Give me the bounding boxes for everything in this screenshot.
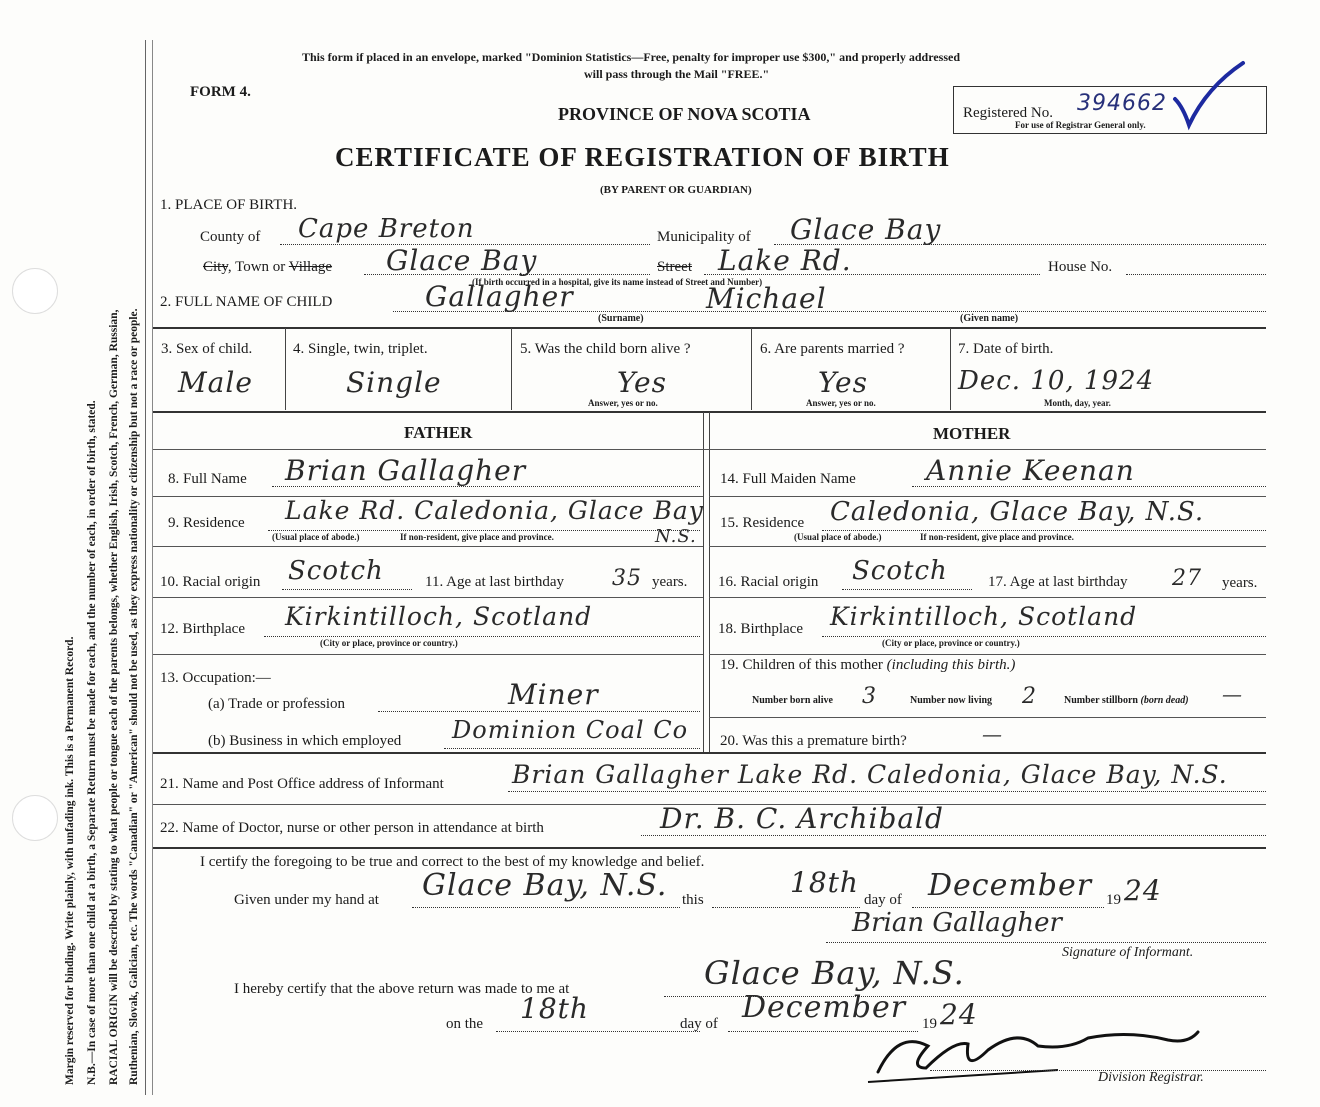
checkmark-icon [1169,67,1249,137]
place-of-birth-heading: 1. PLACE OF BIRTH. [160,197,298,213]
parents-married-caption: Answer, yes or no. [806,398,876,408]
father-business-value: Dominion Coal Co [452,716,689,744]
father-residence-field [268,530,700,531]
stillborn-label [1064,695,1189,706]
children-label-text: 19. Children of this mother [720,657,883,673]
certificate-subtitle: (BY PARENT OR GUARDIAN) [600,184,752,196]
mother-children-label [720,657,1015,674]
given-day-value: 18th [790,866,859,899]
child-name-label: 2. FULL NAME OF CHILD [160,294,333,310]
reg-year-suffix: 24 [940,998,978,1031]
village-label: Village [288,259,333,275]
municipality-value: Glace Bay [790,213,942,246]
divider-5-6 [751,328,752,410]
mother-name-value: Annie Keenan [926,454,1135,487]
street-value: Lake Rd. [718,244,852,277]
rule-m4 [709,654,1266,655]
mother-racial-label: 16. Racial origin [718,574,819,590]
mother-age-value: 27 [1172,566,1202,591]
informant-field [508,791,1266,792]
mother-residence-label: 15. Residence [720,515,805,531]
plurality-label: 4. Single, twin, triplet. [293,341,428,357]
rule-m3 [709,597,1266,598]
father-birthplace-label: 12. Birthplace [160,621,245,637]
born-alive-label: 5. Was the child born alive ? [520,341,691,357]
margin-note-1: Margin reserved for binding. Write plainly, with unfading ink. This is a Permanent Record. [64,636,76,1085]
rule-m5 [709,717,1266,718]
rule-before-certification [153,847,1266,849]
binding-hole-top [12,268,58,314]
registrar-certify-text: I hereby certify that the above return was made to me at [234,981,570,997]
born-alive-count-value: 3 [862,684,877,709]
child-surname-value: Gallagher [425,280,574,313]
father-birthplace-field [264,636,700,637]
informant-signature-line [826,942,1266,943]
margin-rule-2 [152,40,153,1095]
county-value: Cape Breton [298,214,475,244]
given-day-of-label: day of [864,892,902,908]
father-business-label: (b) Business in which employed [208,733,402,749]
surname-caption: (Surname) [598,313,644,324]
father-name-value: Brian Gallagher [285,454,527,487]
margin-note-2: N.B.—In case of more than one child at a birth, a Separate Return must be made for each, and the number of each, in order of birth, stated. [86,400,98,1085]
father-heading: FATHER [404,423,473,442]
mother-heading: MOTHER [933,424,1011,443]
mother-name-label: 14. Full Maiden Name [720,471,856,487]
mother-age-years: years. [1222,575,1258,591]
registrar-place-value: Glace Bay, N.S. [704,954,965,992]
rule-after-name [153,327,1266,329]
mother-birthplace-value: Kirkintilloch, Scotland [830,602,1138,631]
rule-after-parents [153,752,1266,754]
mother-age-label: 17. Age at last birthday [988,574,1128,590]
city-town-village-label [203,259,332,276]
mother-residence-field [822,530,1266,531]
reg-day-of-label: day of [680,1016,718,1032]
margin-rule [145,40,146,1095]
informant-signature-caption: Signature of Informant. [1062,945,1194,960]
stillborn-label-italic: (born dead) [1140,695,1189,706]
rule-under-headings [153,449,1266,450]
father-racial-label: 10. Racial origin [160,574,261,590]
mother-residence-caption-1: (Usual place of abode.) [794,532,882,542]
reg-day-field [496,1031,700,1032]
hospital-note: (If birth occurred in a hospital, give its name instead of Street and Number) [472,277,763,287]
house-number-field [1126,274,1266,275]
street-label: Street [657,259,692,275]
mother-racial-value: Scotch [852,556,948,586]
father-residence-value-2: N.S. [655,526,697,547]
reg-on-the-label: on the [446,1016,484,1032]
parents-married-label: 6. Are parents married ? [760,341,905,357]
mother-racial-field [842,589,972,590]
registered-label: Registered No. [963,105,1053,121]
mother-birthplace-caption: (City or place, province or country.) [882,638,1020,648]
margin-note-3: RACIAL ORIGIN will be described by stating to what people or tongue each of the parents belongs, whether English, Irish, Scotch, French, German, Russian, [108,309,120,1085]
date-of-birth-value: Dec. 10, 1924 [958,366,1155,396]
children-label-italic: (including this birth.) [886,657,1016,673]
born-alive-value: Yes [617,366,667,399]
county-label: County of [200,229,261,245]
registrar-only-note: For use of Registrar General only. [1015,120,1146,130]
father-trade-label: (a) Trade or profession [208,696,346,712]
father-age-label: 11. Age at last birthday [425,574,564,590]
premature-value: — [982,722,1003,746]
now-living-value: 2 [1022,684,1037,709]
father-birthplace-caption: (City or place, province or country.) [320,638,458,648]
father-racial-field [282,589,412,590]
reg-year-prefix: 19 [922,1016,937,1032]
postal-notice-1: This form if placed in an envelope, marked "Dominion Statistics—Free, penalty for improper use $300," and properly addressed [302,50,961,64]
registered-value: 394662 [1077,91,1167,116]
stillborn-label-text: Number stillborn [1064,695,1138,706]
premature-label: 20. Was this a premature birth? [720,733,907,749]
divider-4-5 [511,328,512,410]
rule-m2 [709,546,1266,547]
given-place-value: Glace Bay, N.S. [422,868,668,903]
father-residence-label: 9. Residence [168,515,245,531]
given-under-label: Given under my hand at [234,892,379,908]
town-label: , Town or [227,259,289,275]
given-year-prefix: 19 [1106,892,1121,908]
city-label: City [203,259,228,275]
given-place-field [412,907,680,908]
father-birthplace-value: Kirkintilloch, Scotland [285,602,593,631]
father-residence-value: Lake Rd. Caledonia, Glace Bay [285,496,704,525]
father-occupation-label: 13. Occupation:— [160,670,271,686]
municipality-label: Municipality of [657,229,751,245]
date-of-birth-label: 7. Date of birth. [958,341,1054,357]
informant-value: Brian Gallagher Lake Rd. Caledonia, Glace Bay, N.S. [512,760,1228,789]
doctor-value: Dr. B. C. Archibald [660,802,944,835]
reg-month-value: December [742,990,907,1025]
father-business-field [444,748,700,749]
plurality-value: Single [346,366,442,399]
father-age-value: 35 [612,566,642,591]
sex-label: 3. Sex of child. [161,341,253,357]
form-number: FORM 4. [190,84,251,100]
certificate-title: CERTIFICATE OF REGISTRATION OF BIRTH [335,142,950,172]
house-number-label: House No. [1048,259,1113,275]
registered-number-box [953,86,1267,134]
parents-divider-b [709,412,710,752]
date-of-birth-caption: Month, day, year. [1044,398,1111,408]
postal-notice-2: will pass through the Mail "FREE." [584,67,770,81]
given-day-field [712,907,860,908]
parents-married-value: Yes [818,366,868,399]
given-this-label: this [682,892,704,908]
informant-label: 21. Name and Post Office address of Informant [160,776,444,792]
doctor-field [641,835,1266,836]
divider-3-4 [285,328,286,410]
certify-text: I certify the foregoing to be true and correct to the best of my knowledge and belief. [200,854,705,870]
parents-divider-a [703,412,704,752]
mother-birthplace-label: 18. Birthplace [718,621,803,637]
father-age-years: years. [652,574,688,590]
province-title: PROVINCE OF NOVA SCOTIA [558,104,811,124]
child-given-value: Michael [706,282,827,315]
stillborn-value: — [1222,682,1243,706]
rule-f3 [153,597,703,598]
reg-day-value: 18th [520,992,589,1025]
registrar-caption: Division Registrar. [1098,1070,1204,1085]
divider-6-7 [950,328,951,410]
rule-f4 [153,654,703,655]
father-residence-caption-2: If non-resident, give place and province. [400,532,554,542]
margin-note-4: Ruthenian, Slovak, Galician, etc. The words "Canadian" or "American" should not be used, as they express nationality or citizenship but not a race or people. [128,308,140,1085]
given-month-value: December [928,868,1093,903]
informant-signature: Brian Gallagher [852,908,1062,938]
rule-f2 [153,546,703,547]
city-value: Glace Bay [386,244,538,277]
father-racial-value: Scotch [288,556,384,586]
father-trade-field [378,711,700,712]
given-name-caption: (Given name) [960,313,1019,324]
now-living-label: Number now living [910,695,993,706]
born-alive-count-label: Number born alive [752,695,833,706]
father-residence-caption-1: (Usual place of abode.) [272,532,360,542]
sex-value: Male [178,366,253,399]
father-name-label: 8. Full Name [168,471,247,487]
given-year-suffix: 24 [1124,874,1162,907]
mother-residence-caption-2: If non-resident, give place and province. [920,532,1074,542]
registrar-signature [1010,1048,1103,1062]
father-trade-value: Miner [508,678,599,711]
mother-residence-value: Caledonia, Glace Bay, N.S. [830,497,1205,527]
mother-birthplace-field [822,636,1266,637]
binding-hole-bottom [12,795,58,841]
born-alive-caption: Answer, yes or no. [588,398,658,408]
doctor-label: 22. Name of Doctor, nurse or other person in attendance at birth [160,820,544,836]
